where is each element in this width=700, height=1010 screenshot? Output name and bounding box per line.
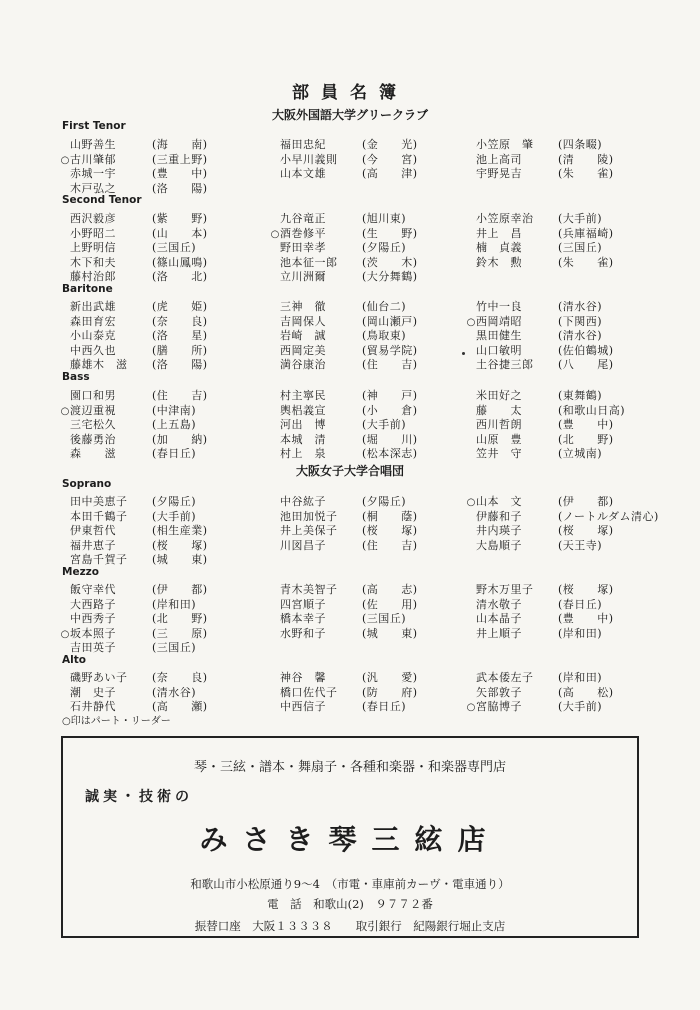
part-label-baritone: Baritone <box>62 283 113 295</box>
member-entry <box>270 445 418 463</box>
member-name: 小早川義則 <box>280 152 338 166</box>
member-school: (佐 用) <box>362 597 418 611</box>
ad-phone: 電 話 和歌山(2) ９７７２番 <box>267 897 433 911</box>
member-school: (松本深志) <box>362 447 418 460</box>
member-school: (清 陵) <box>558 152 614 166</box>
member-entry <box>60 268 208 286</box>
member-entry <box>466 537 602 555</box>
member-name: 中西信子 <box>280 700 326 713</box>
member-school: (洛 陽) <box>152 181 208 195</box>
member-school: (大手前) <box>558 700 603 713</box>
member-entry <box>466 698 602 716</box>
member-school: (豊 中) <box>558 612 614 625</box>
member-name: 潮 史子 <box>70 685 116 699</box>
member-school: (夕陽丘) <box>362 241 407 254</box>
member-school: (洛 星) <box>152 329 208 342</box>
member-name: 中西秀子 <box>70 612 116 625</box>
member-school: (朱 雀) <box>558 167 614 180</box>
part-label-alto: Alto <box>62 654 86 666</box>
member-entry <box>466 254 614 272</box>
member-school: (北 野) <box>152 612 208 625</box>
member-school: (和歌山日高) <box>558 403 626 417</box>
member-school: (岡山瀬戸) <box>362 314 418 328</box>
member-name: 村主寧民 <box>280 389 326 402</box>
ad-products: 琴・三絃・譜本・舞扇子・各種和楽器・和楽器専門店 <box>193 760 506 775</box>
member-school: (防 府) <box>362 685 418 699</box>
member-name: 大島順子 <box>476 538 522 552</box>
member-name: 山本文雄 <box>280 167 326 180</box>
member-name: 井上順子 <box>476 626 522 640</box>
member-name: 池田加悦子 <box>280 509 338 523</box>
part-leader-mark: ○ <box>466 316 476 328</box>
member-school: (桐 蔭) <box>362 509 418 523</box>
member-school: (洛 陽) <box>152 358 208 371</box>
member-name: 中谷紘子 <box>280 495 326 508</box>
member-school: (住 吉) <box>152 389 208 402</box>
member-school: (四条畷) <box>558 138 603 151</box>
ad-shop-name: みさき琴三絃店 <box>199 823 501 856</box>
member-name: 山原 豊 <box>476 432 522 446</box>
member-school: (春日丘) <box>362 700 407 713</box>
member-entry <box>60 356 208 374</box>
member-name: 宮島千賀子 <box>70 553 128 566</box>
member-name: 清水敬子 <box>476 597 522 611</box>
member-school: (天王寺) <box>558 538 603 552</box>
member-school: (清水谷) <box>558 300 603 313</box>
member-entry <box>270 537 418 555</box>
ad-address: 和歌山市小松原通り9〜4 （市電・車庫前カーヴ・電車通り） <box>190 877 510 891</box>
member-name: 宮脇博子 <box>476 700 522 713</box>
ink-dot <box>462 352 465 355</box>
member-name: 山野善生 <box>70 138 116 151</box>
member-name: 新出武雄 <box>70 300 116 313</box>
member-name: 笠井 守 <box>476 447 522 460</box>
member-school: (奈 良) <box>152 314 208 328</box>
member-school: (清水谷) <box>558 329 603 342</box>
part-leader-mark: ○ <box>270 228 280 240</box>
member-name: 井内瑛子 <box>476 524 522 537</box>
member-school: (豊 中) <box>558 418 614 431</box>
member-name: 山本 文 <box>476 495 522 508</box>
group-title-osaka-joshi: 大阪女子大学合唱団 <box>295 464 404 478</box>
member-name: 磯野あい子 <box>70 671 128 684</box>
member-name: 上野明信 <box>70 241 116 254</box>
member-school: (三国丘) <box>362 612 407 625</box>
member-name: 四宮順子 <box>280 597 326 611</box>
member-school: (生 野) <box>362 226 418 240</box>
member-name: 森田育宏 <box>70 314 116 328</box>
member-name: 渡辺重視 <box>70 403 116 417</box>
member-name: 森 滋 <box>70 447 116 460</box>
part-leader-mark: ○ <box>60 154 70 166</box>
member-school: (三 原) <box>152 626 208 640</box>
member-school: (高 志) <box>362 583 418 596</box>
member-name: 山本晶子 <box>476 612 522 625</box>
member-school: (相生産業) <box>152 524 208 537</box>
member-school: (高 松) <box>558 685 614 699</box>
member-name: 神谷 馨 <box>280 671 326 684</box>
member-school: (城 東) <box>362 626 418 640</box>
member-name: 九谷竜正 <box>280 212 326 225</box>
member-entry <box>60 551 208 569</box>
member-name: 宇野晃吉 <box>476 167 522 180</box>
member-name: 岩崎 誠 <box>280 329 326 342</box>
member-entry <box>466 445 602 463</box>
member-school: (三国丘) <box>152 241 197 254</box>
member-school: (岸和田) <box>558 626 603 640</box>
member-school: (岸和田) <box>152 597 197 611</box>
member-name: 小山泰克 <box>70 329 116 342</box>
member-school: (北 野) <box>558 432 614 446</box>
member-school: (桜 塚) <box>362 524 418 537</box>
member-school: (中津南) <box>152 403 197 417</box>
member-school: (伊 都) <box>558 495 614 508</box>
member-school: (鳥取東) <box>362 329 407 342</box>
member-name: 園口和男 <box>70 389 116 402</box>
member-school: (加 納) <box>152 432 208 446</box>
member-name: 坂本照子 <box>70 626 116 640</box>
member-entry <box>60 180 208 198</box>
member-entry <box>466 625 602 643</box>
member-name: 吉田英子 <box>70 641 116 654</box>
footnote: ○印はパート・リーダー <box>62 716 171 727</box>
member-school: (海 南) <box>152 138 208 151</box>
member-name: 水野和子 <box>280 626 326 640</box>
member-name: 楠 貞義 <box>476 241 522 254</box>
member-school: (旭川東) <box>362 212 407 225</box>
member-name: 土谷捷三郎 <box>476 358 534 371</box>
member-name: 河出 博 <box>280 418 326 431</box>
member-school: (堀 川) <box>362 432 418 446</box>
member-school: (伊 都) <box>152 583 208 596</box>
member-name: 池本征一郎 <box>280 255 338 269</box>
member-name: 矢部敦子 <box>476 685 522 699</box>
member-school: (小 倉) <box>362 403 418 417</box>
member-school: (佐伯鶴城) <box>558 343 614 357</box>
member-school: (夕陽丘) <box>362 495 407 508</box>
member-name: 後藤勇治 <box>70 432 116 446</box>
member-school: (朱 雀) <box>558 255 614 269</box>
member-name: 西岡靖昭 <box>476 314 522 328</box>
member-entry <box>60 639 196 657</box>
member-school: (春日丘) <box>558 597 603 611</box>
member-entry <box>270 165 418 183</box>
member-name: 橋本幸子 <box>280 612 326 625</box>
member-name: 輿梠義宣 <box>280 403 326 417</box>
part-leader-mark: ○ <box>466 702 476 713</box>
member-school: (今 宮) <box>362 152 418 166</box>
member-name: 西岡定美 <box>280 343 326 357</box>
member-school: (大手前) <box>362 418 407 431</box>
part-label-first-tenor: First Tenor <box>62 120 126 132</box>
member-entry <box>270 268 418 286</box>
member-name: 飯守幸代 <box>70 583 116 596</box>
member-school: (大分舞鶴) <box>362 270 418 283</box>
member-name: 石井静代 <box>70 700 116 713</box>
member-school: (桜 塚) <box>558 524 614 537</box>
member-name: 伊藤和子 <box>476 509 522 523</box>
group-title-osaka-gaidai: 大阪外国語大学グリークラブ <box>271 108 428 122</box>
member-name: 竹中一良 <box>476 300 522 313</box>
member-name: 田中美恵子 <box>70 495 128 508</box>
part-leader-mark: ○ <box>60 405 70 417</box>
part-label-second-tenor: Second Tenor <box>62 194 142 206</box>
member-school: (立城南) <box>558 447 603 460</box>
member-name: 立川洲爾 <box>280 270 326 283</box>
member-name: 三神 徹 <box>280 300 326 313</box>
member-name: 青木美智子 <box>280 583 338 596</box>
member-name: 武本倭左子 <box>476 671 534 684</box>
member-name: 中西久也 <box>70 343 116 357</box>
member-school: (岸和田) <box>558 671 603 684</box>
member-school: (三国丘) <box>152 641 197 654</box>
page-title: 部員名簿 <box>292 83 408 103</box>
member-name: 野木万里子 <box>476 583 534 596</box>
member-school: (神 戸) <box>362 389 418 402</box>
member-school: (三国丘) <box>558 241 603 254</box>
member-school: (住 吉) <box>362 358 418 371</box>
member-name: 酒巻修平 <box>280 226 326 240</box>
member-name: 池上高司 <box>476 152 522 166</box>
ad-tagline: 誠実・技術の <box>85 789 193 805</box>
member-name: 村上 泉 <box>280 447 326 460</box>
member-school: (桜 塚) <box>558 583 614 596</box>
member-school: (洛 北) <box>152 270 208 283</box>
member-school: (下関西) <box>558 314 603 328</box>
member-school: (上五島) <box>152 418 197 431</box>
member-name: 西沢毅彦 <box>70 212 116 225</box>
member-name: 伊東哲代 <box>70 524 116 537</box>
member-name: 木戸弘之 <box>70 181 116 195</box>
member-school: (紫 野) <box>152 212 208 225</box>
member-school: (大手前) <box>152 509 197 523</box>
member-name: 赤城一宇 <box>70 167 116 180</box>
member-name: 井上美保子 <box>280 524 338 537</box>
member-name: 古川肇郁 <box>70 152 116 166</box>
member-entry <box>270 356 418 374</box>
advertisement-box <box>61 736 639 938</box>
member-name: 大西路子 <box>70 597 116 611</box>
member-school: (金 光) <box>362 138 418 151</box>
member-entry <box>466 356 614 374</box>
part-leader-mark: ○ <box>60 628 70 640</box>
member-school: (仙台二) <box>362 300 407 313</box>
member-name: 米田好之 <box>476 389 522 402</box>
member-name: 福井恵子 <box>70 538 116 552</box>
member-entry <box>466 165 614 183</box>
member-school: (膳 所) <box>152 343 208 357</box>
member-name: 鈴木 勲 <box>476 255 522 269</box>
member-name: 川図昌子 <box>280 538 326 552</box>
member-school: (ノートルダム清心) <box>558 509 659 523</box>
member-name: 木下和夫 <box>70 255 116 269</box>
member-school: (汎 愛) <box>362 671 418 684</box>
member-school: (城 東) <box>152 553 208 566</box>
member-name: 橋口佐代子 <box>280 685 338 699</box>
member-entry <box>60 445 196 463</box>
member-school: (三重上野) <box>152 152 208 166</box>
part-label-soprano: Soprano <box>62 478 112 490</box>
member-school: (住 吉) <box>362 538 418 552</box>
member-school: (高 津) <box>362 167 418 180</box>
member-name: 吉岡保人 <box>280 314 326 328</box>
member-name: 満谷康治 <box>280 358 326 371</box>
member-name: 本田千鶴子 <box>70 509 128 523</box>
part-label-bass: Bass <box>62 371 90 383</box>
member-name: 本城 清 <box>280 432 326 446</box>
member-name: 藤村治郎 <box>70 270 116 283</box>
part-label-mezzo: Mezzo <box>62 566 100 578</box>
member-name: 黒田健生 <box>476 329 522 342</box>
member-entry <box>270 698 406 716</box>
member-school: (奈 良) <box>152 671 208 684</box>
member-name: 小笠原幸治 <box>476 212 534 225</box>
ad-bank: 振替口座 大阪１３３３８ 取引銀行 紀陽銀行堀止支店 <box>194 919 506 933</box>
member-name: 三宅松久 <box>70 418 116 431</box>
member-school: (茨 木) <box>362 255 418 269</box>
member-name: 山口敏明 <box>476 343 522 357</box>
member-entry <box>270 625 418 643</box>
member-school: (篠山鳳鳴) <box>152 255 208 269</box>
member-school: (山 本) <box>152 226 208 240</box>
member-name: 藤 太 <box>476 403 522 417</box>
member-school: (春日丘) <box>152 447 197 460</box>
member-school: (清水谷) <box>152 685 197 699</box>
member-school: (虎 姫) <box>152 300 208 313</box>
member-school: (八 尾) <box>558 358 614 371</box>
member-name: 小笠原 肇 <box>476 138 534 151</box>
member-name: 小野昭二 <box>70 226 116 240</box>
member-school: (兵庫福崎) <box>558 226 614 240</box>
member-name: 井上 昌 <box>476 226 522 240</box>
member-school: (桜 塚) <box>152 538 208 552</box>
member-name: 野田幸孝 <box>280 241 326 254</box>
part-leader-mark: ○ <box>466 497 476 508</box>
member-school: (大手前) <box>558 212 603 225</box>
member-name: 福田忠紀 <box>280 138 326 151</box>
member-school: (東舞鶴) <box>558 389 603 402</box>
member-school: (高 瀬) <box>152 700 208 713</box>
member-school: (貿易学院) <box>362 343 418 357</box>
member-school: (夕陽丘) <box>152 495 197 508</box>
member-name: 西川哲朗 <box>476 418 522 431</box>
member-name: 藤雄木 滋 <box>70 358 128 371</box>
member-school: (豊 中) <box>152 167 208 180</box>
